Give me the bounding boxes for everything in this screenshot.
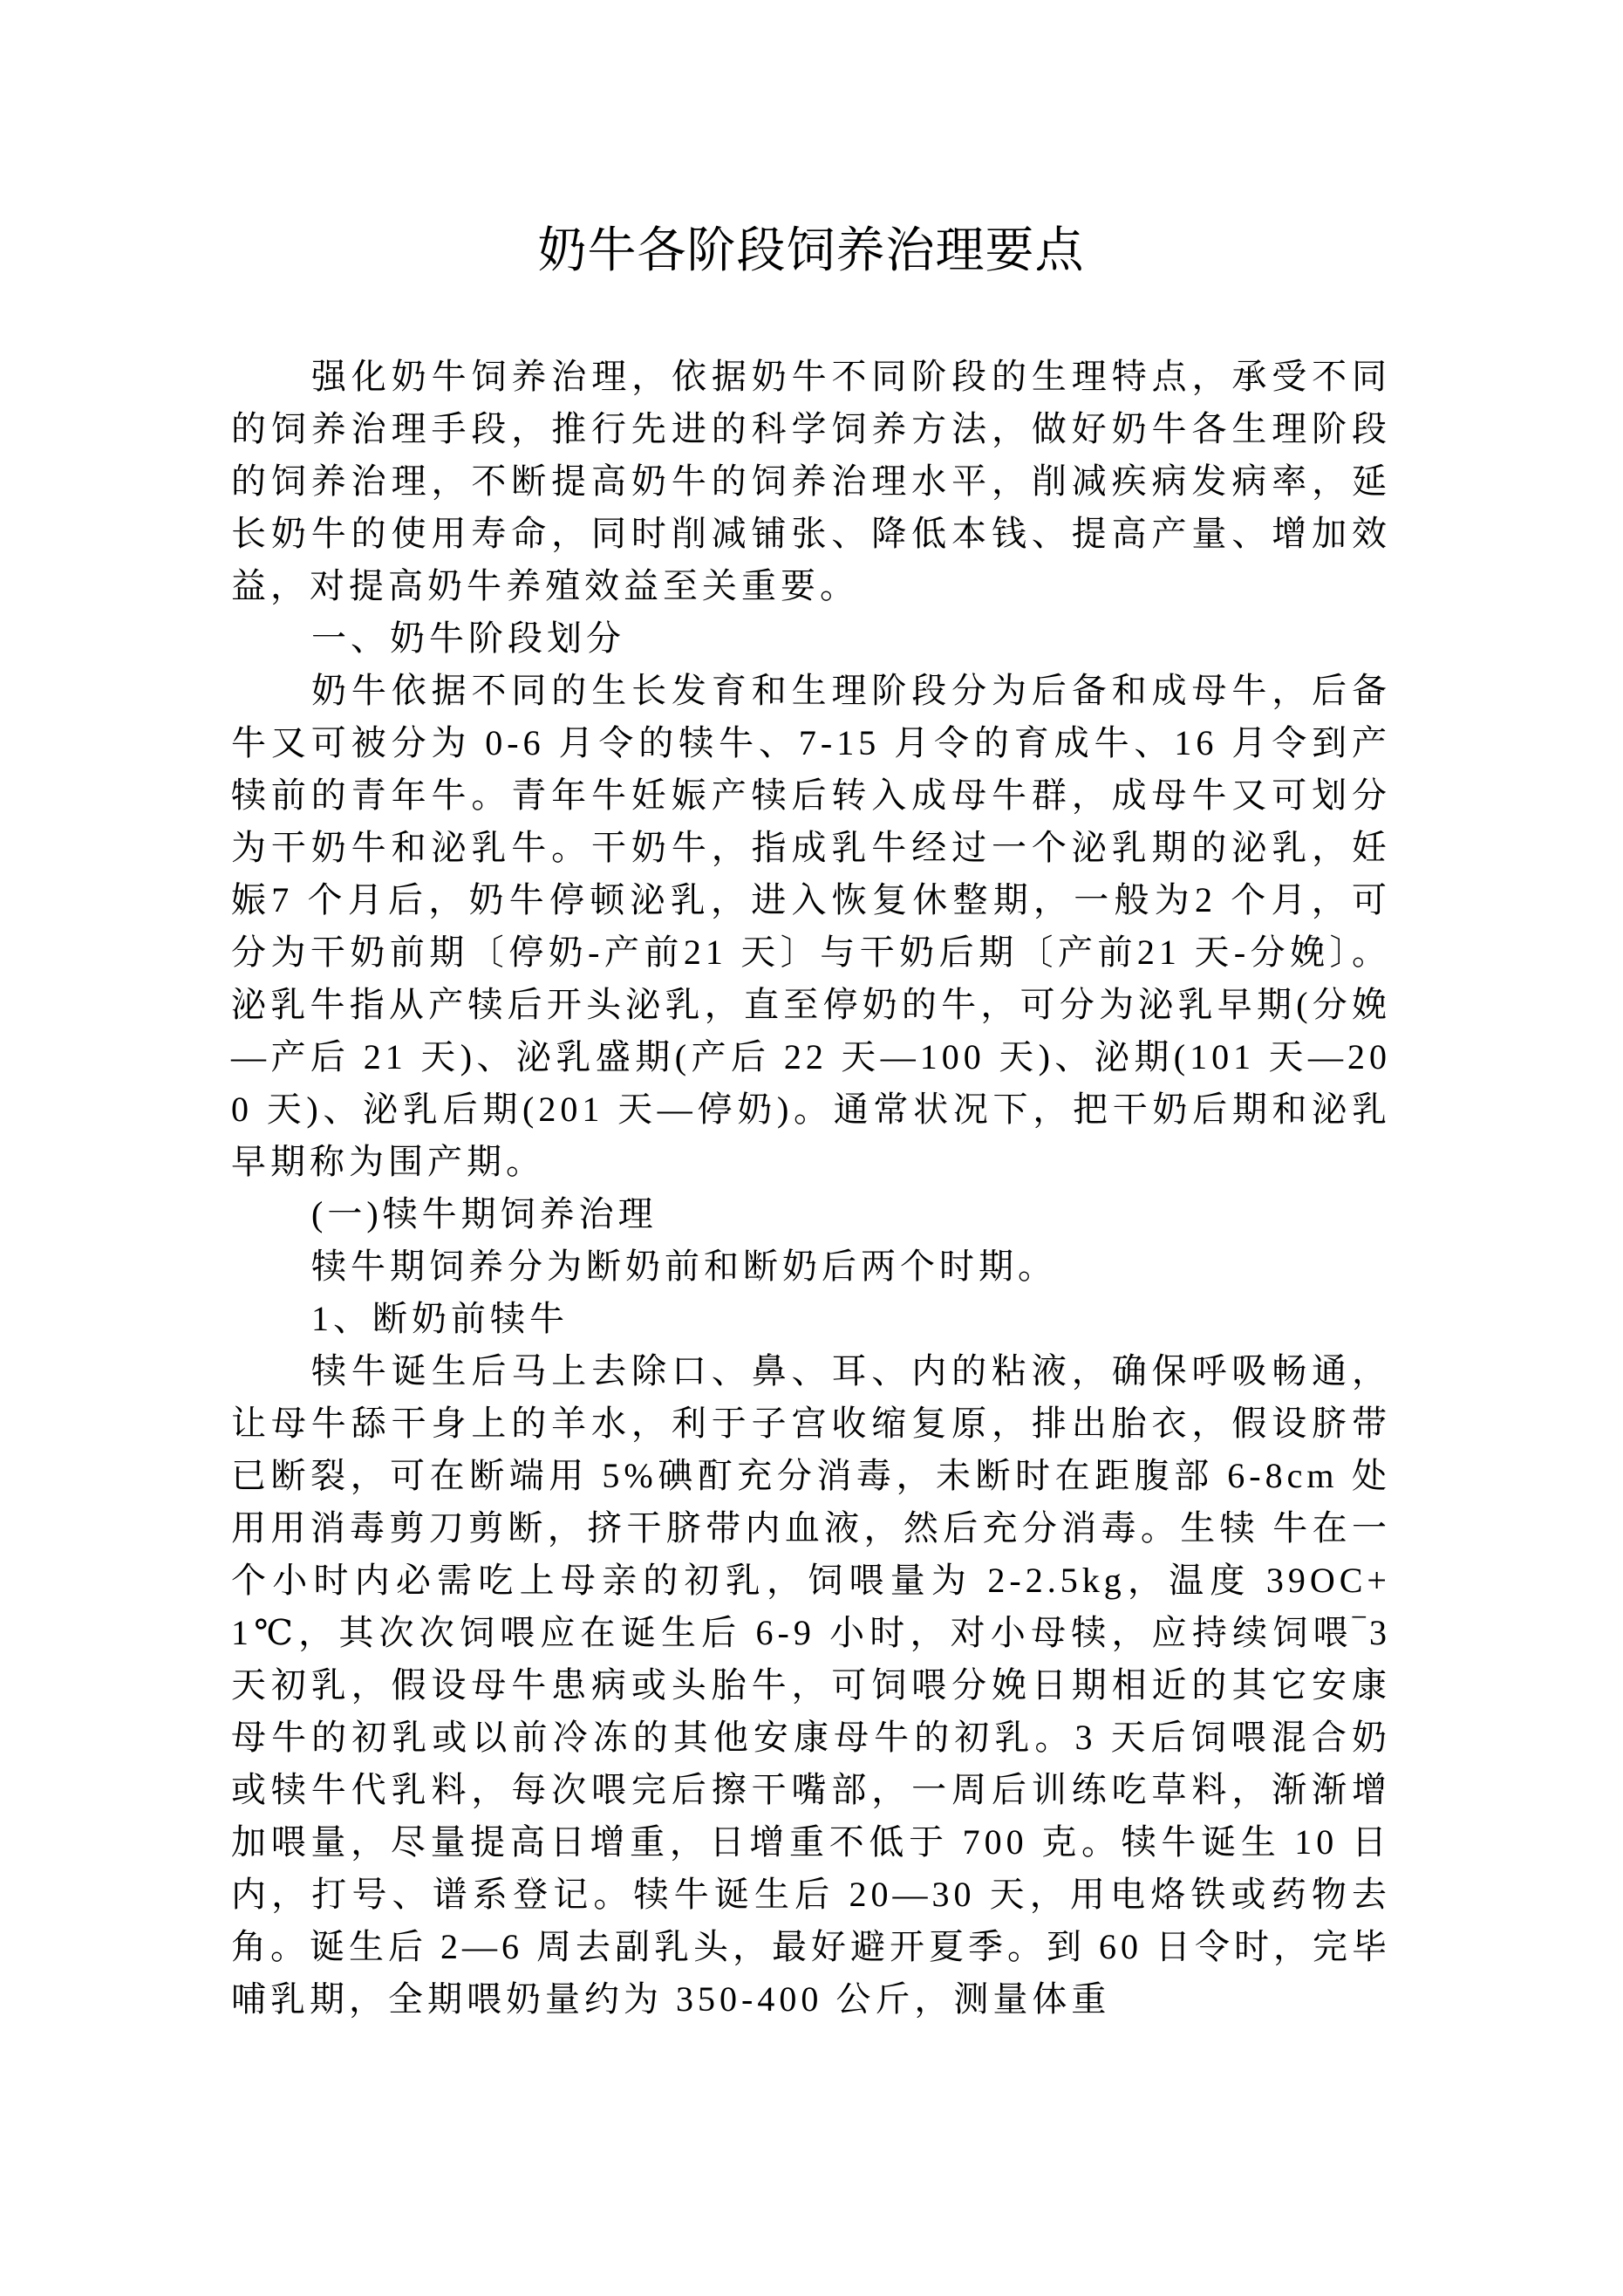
subsection-heading-pre-weaning-calf: 1、断奶前犊牛: [311, 1299, 569, 1338]
paragraph-stage-division: 奶牛依据不同的生长发育和生理阶段分为后备和成母牛，后备牛又可被分为 0-6 月令的犊牛、7-15 月令的育成牛、16 月令到产犊前的青年牛。青年牛妊娠产犊后转入成母牛群，成母牛又可划分为干奶牛和泌乳牛。干奶牛，指成乳牛经过一个泌乳期的泌乳，妊娠7 个月后，奶牛停顿泌乳，进入恢复休整期，一般为2 个月，可分为干奶前期〔停奶-产前21 天〕与干奶后期〔产前21 天-分娩〕。泌乳牛指从产犊后开头泌乳，直至停奶的牛，可分为泌乳早期(分娩—产后 21 天)、泌乳盛期(产后 22 天—100 天)、泌期(101 天—200 天)、泌乳后期(201 天—停奶)。通常状况下，把干奶后期和泌乳早期称为围产期。: [231, 671, 1391, 1181]
paragraph-pre-weaning-calf-care: 犊牛诞生后马上去除口、鼻、耳、内的粘液，确保呼吸畅通，让母牛舔干身上的羊水，利于子宫收缩复原，排出胎衣，假设脐带已断裂，可在断端用 5%碘酊充分消毒，未断时在距腹部 6-8cm 处用用消毒剪刀剪断，挤干脐带内血液，然后充分消毒。生犊 牛在一个小时内必需吃上母亲的初乳，饲喂量为 2-2.5kg，温度 39OC+1℃，其次次饲喂应在诞生后 6-9 小时，对小母犊，应持续饲喂‾3 天初乳，假设母牛患病或头胎牛，可饲喂分娩日期相近的其它安康母牛的初乳或以前冷冻的其他安康母牛的初乳。3 天后饲喂混合奶或犊牛代乳料，每次喂完后擦干嘴部，一周后训练吃草料，渐渐增加喂量，尽量提高日增重，日增重不低于 700 克。犊牛诞生 10 日内，打号、谱系登记。犊牛诞生后 20—30 天，用电烙铁或药物去角。诞生后 2—6 周去副乳头，最好避开夏季。到 60 日令时，完毕哺乳期，全期喂奶量约为 350-400 公斤，测量体重: [231, 1351, 1391, 2019]
document-title: 奶牛各阶段饲养治理要点: [537, 222, 1085, 279]
subsection-heading-calf-period-management: (一)犊牛期饲养治理: [311, 1194, 658, 1233]
section-heading-stage-division: 一、奶牛阶段划分: [311, 618, 625, 658]
intro-paragraph: 强化奶牛饲养治理，依据奶牛不同阶段的生理特点，承受不同的饲养治理手段，推行先进的科学饲养方法，做好奶牛各生理阶段的饲养治理，不断提高奶牛的饲养治理水平，削减疾病发病率，延长奶牛的使用寿命，同时削减铺张、降低本钱、提高产量、增加效益，对提高奶牛养殖效益至关重要。: [231, 357, 1391, 605]
document-body: [231, 351, 1391, 2026]
paragraph-calf-feeding-periods: 犊牛期饲养分为断奶前和断奶后两个时期。: [311, 1247, 1057, 1286]
